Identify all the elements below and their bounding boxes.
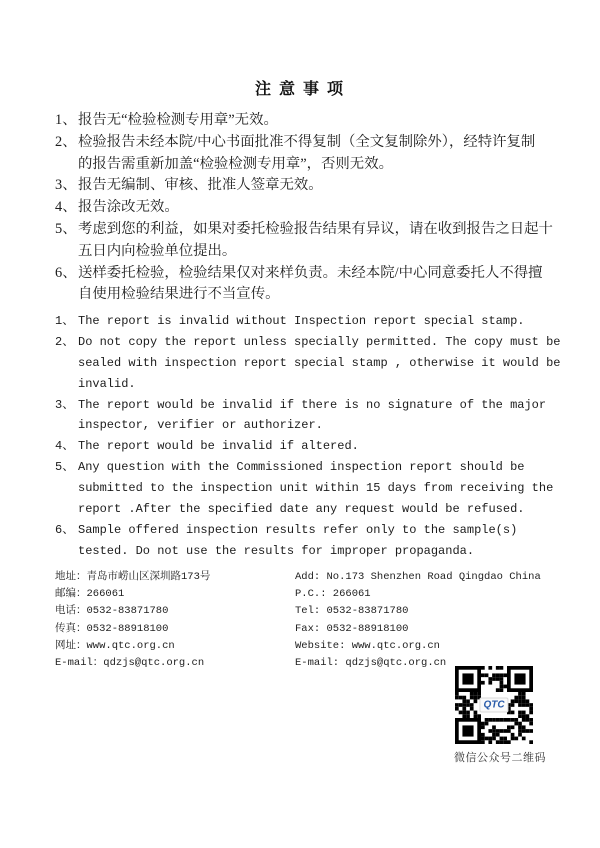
item-number: 1、 (55, 112, 77, 128)
item-text: Any question with the Commissioned inspection report should be (78, 460, 525, 475)
contact-address-en: Add: No.173 Shenzhen Road Qingdao China (295, 571, 541, 583)
notice-item-cn-4 (55, 197, 560, 219)
notice-item-en-5 (55, 457, 575, 520)
notice-item-en-2 (55, 332, 575, 395)
item-number: 6、 (55, 522, 75, 537)
notice-list-chinese (55, 110, 560, 306)
notice-item-cn-3 (55, 175, 560, 197)
item-text: 的报告需重新加盖“检验检测专用章”，否则无效。 (78, 155, 393, 172)
contact-website-cn: 网址：www.qtc.org.cn (55, 639, 175, 652)
contact-email-cn: E-mail：qdzjs@qtc.org.cn (55, 656, 205, 669)
item-text: The report would be invalid if there is no signature of the major (78, 397, 547, 412)
qr-caption: 微信公众号二维码 (454, 752, 546, 764)
item-text: 报告无编制、审核、批准人签章无效。 (78, 177, 323, 194)
page-title: 注 意 事 项 (254, 81, 345, 98)
contact-website-en: Website: www.qtc.org.cn (295, 639, 440, 652)
item-text: report .After the specified date any request would be refused. (78, 502, 525, 517)
item-text: Do not copy the report unless specially permitted. The copy must be (78, 334, 561, 349)
item-number: 2、 (55, 334, 75, 349)
contact-postcode-cn: 邮编：266061 (55, 588, 125, 601)
item-text: 考虑到您的利益，如果对委托检验报告结果有异议，请在收到报告之日起十 (78, 220, 553, 237)
item-number: 1、 (55, 314, 75, 328)
qtc-logo: QTC (479, 698, 508, 713)
item-number: 5、 (55, 460, 75, 475)
notice-item-en-3 (55, 395, 575, 437)
item-number: 2、 (55, 133, 77, 150)
contact-english (295, 569, 555, 672)
item-number: 6、 (55, 264, 77, 281)
notice-item-en-4 (55, 436, 575, 457)
notice-item-en-6 (55, 520, 575, 562)
item-text: 报告无“检验检测专用章”无效。 (78, 112, 278, 128)
item-text: sealed with inspection report special stamp , otherwise it would be (78, 355, 561, 370)
item-number: 4、 (55, 199, 77, 216)
item-text: 自使用检验结果进行不当宣传。 (78, 286, 280, 303)
contact-chinese (55, 569, 290, 672)
contact-phone-en: Tel: 0532-83871780 (295, 605, 409, 618)
contact-fax-cn: 传真：0532-88918100 (55, 622, 169, 635)
item-text: inspector, verifier or authorizer. (78, 418, 323, 433)
item-text: 报告涂改无效。 (78, 199, 179, 216)
notice-list-english (55, 311, 575, 562)
item-number: 3、 (55, 397, 75, 412)
notice-item-cn-1 (55, 110, 560, 132)
notice-item-cn-6 (55, 263, 560, 307)
item-text: invalid. (78, 376, 136, 391)
item-number: 4、 (55, 439, 75, 454)
notice-item-en-1 (55, 311, 575, 332)
item-text: Sample offered inspection results refer only to the sample(s) (78, 522, 518, 537)
contact-phone-cn: 电话：0532-83871780 (55, 605, 169, 618)
contact-fax-en: Fax: 0532-88918100 (295, 622, 409, 635)
item-text: The report would be invalid if altered. (78, 439, 359, 454)
item-text: The report is invalid without Inspection report special stamp. (78, 314, 525, 328)
contact-postcode-en: P.C.: 266061 (295, 588, 371, 601)
qr-code (455, 666, 533, 744)
item-text: submitted to the inspection unit within 15 days from receiving the (78, 481, 554, 496)
item-number: 5、 (55, 220, 77, 237)
contact-address-cn: 地址：青岛市崂山区深圳路173号 (55, 571, 211, 583)
item-text: 送样委托检验，检验结果仅对来样负责。未经本院/中心同意委托人不得擅 (78, 264, 543, 281)
item-text: 检验报告未经本院/中心书面批准不得复制（全文复制除外），经特许复制 (78, 133, 536, 150)
notice-item-cn-5 (55, 219, 560, 263)
notice-item-cn-2 (55, 132, 560, 176)
item-number: 3、 (55, 177, 77, 194)
item-text: 五日内向检验单位提出。 (78, 242, 237, 259)
contact-email-en: E-mail: qdzjs@qtc.org.cn (295, 656, 447, 669)
item-text: tested. Do not use the results for improper propaganda. (78, 543, 475, 558)
